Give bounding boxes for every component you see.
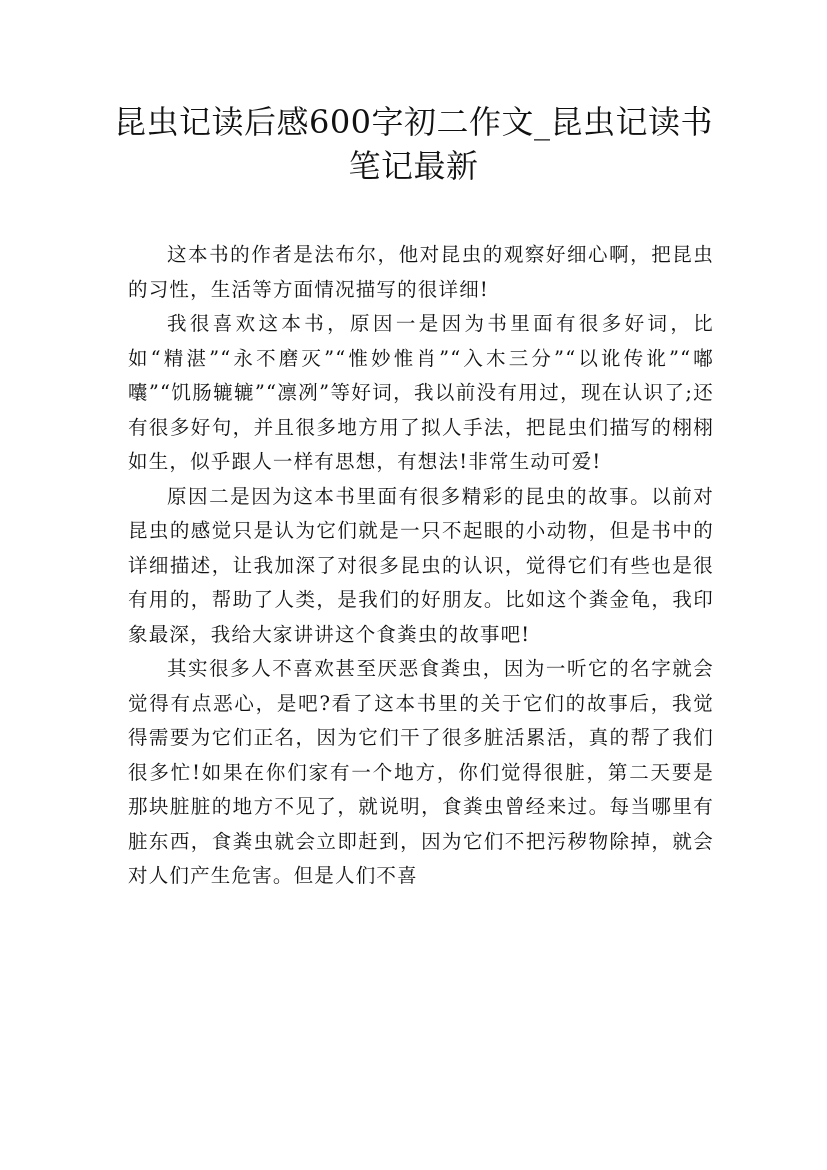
paragraph: 其实很多人不喜欢甚至厌恶食粪虫，因为一听它的名字就会觉得有点恶心，是吧?看了这本书里的关于它们的故事后，我觉得需要为它们正名，因为它们干了很多脏活累活，真的帮了我们很多忙!如果在你们家有一个地方，你们觉得很脏，第二天要是那块脏脏的地方不见了，就说明，食粪虫曾经来过。每当哪里有脏东西，食粪虫就会立即赶到，因为它们不把污秽物除掉，就会对人们产生危害。但是人们不喜 — [128, 657, 714, 887]
title-line-2: 笔记最新 — [348, 147, 479, 185]
title-line-1: 昆虫记读后感600字初二作文_昆虫记读书 — [113, 103, 714, 141]
paragraph: 这本书的作者是法布尔，他对昆虫的观察好细心啊，把昆虫的习性，生活等方面情况描写的很详细! — [128, 243, 714, 301]
document-title — [112, 100, 715, 188]
document-body — [128, 238, 714, 894]
paragraph: 我很喜欢这本书，原因一是因为书里面有很多好词，比如“精湛”“永不磨灭”“惟妙惟肖”“入木三分”“以讹传讹”“嘟囔”“饥肠辘辘”“凛冽”等好词，我以前没有用过，现在认识了;还有很多好句，并且很多地方用了拟人手法，把昆虫们描写的栩栩如生，似乎跟人一样有思想，有想法!非常生动可爱! — [128, 312, 714, 473]
paragraph: 原因二是因为这本书里面有很多精彩的昆虫的故事。以前对昆虫的感觉只是认为它们就是一只不起眼的小动物，但是书中的详细描述，让我加深了对很多昆虫的认识，觉得它们有些也是很有用的，帮助了人类，是我们的好朋友。比如这个粪金龟，我印象最深，我给大家讲讲这个食粪虫的故事吧! — [128, 484, 714, 646]
